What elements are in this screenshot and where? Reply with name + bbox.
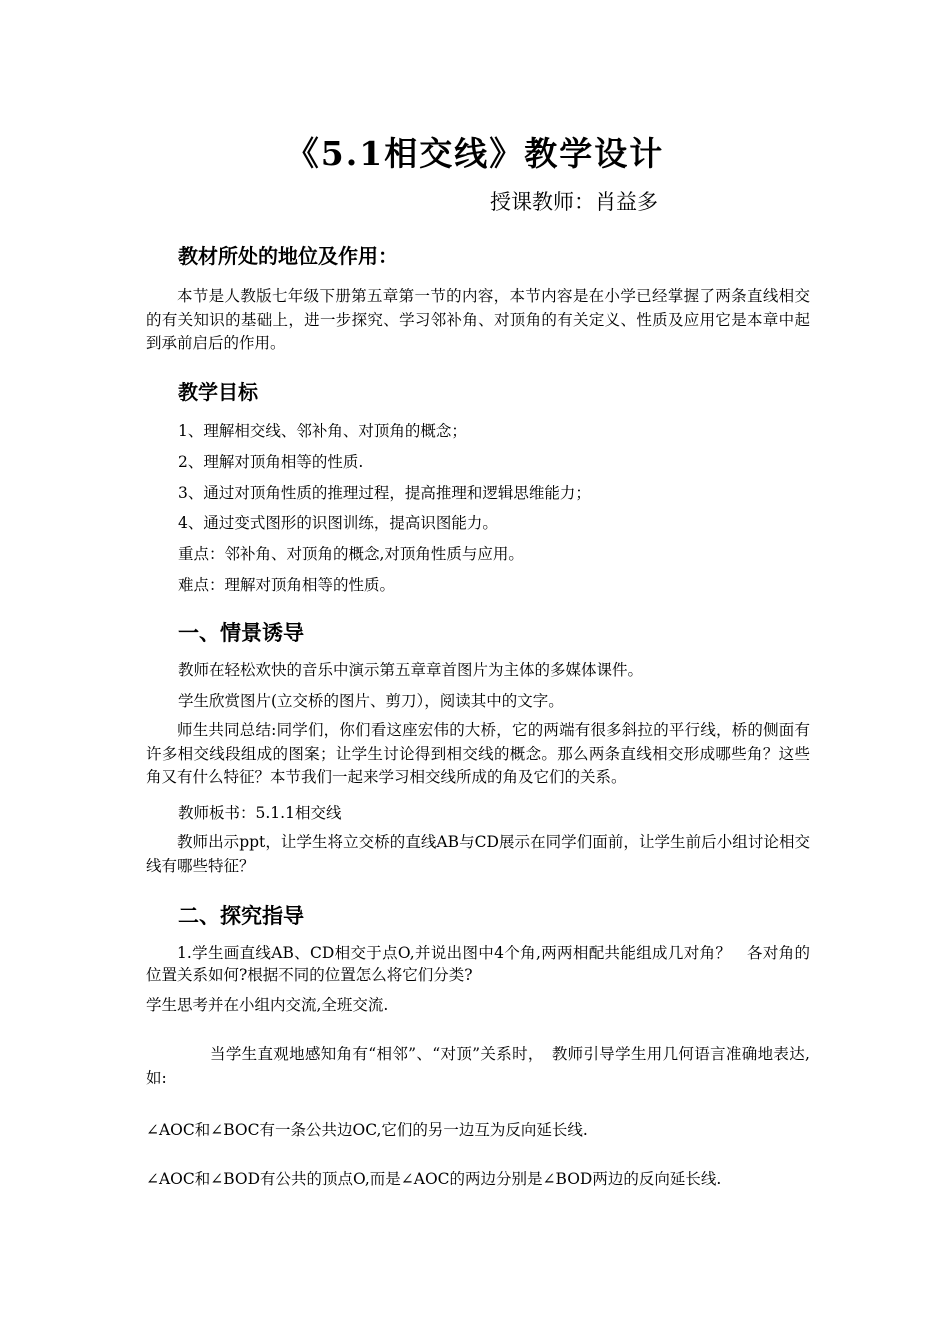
objective-item: 1、理解相交线、邻补角、对顶角的概念； [178,422,467,440]
scene-paragraph: 学生欣赏图片(立交桥的图片、剪刀），阅读其中的文字。 [178,692,564,710]
objective-item: 2、理解对顶角相等的性质. [178,453,364,471]
section-heading-explore: 二、探究指导 [178,904,304,928]
objective-item: 4、通过变式图形的识图训练，提高识图能力。 [178,514,498,532]
scene-paragraph: 教师在轻松欢快的音乐中演示第五章章首图片为主体的多媒体课件。 [178,661,644,679]
key-point: 重点：邻补角、对顶角的概念,对顶角性质与应用。 [178,545,524,563]
difficult-point: 难点：理解对顶角相等的性质。 [178,576,396,594]
document-title: 《5.1相交线》教学设计 [285,134,665,173]
section-heading-scene: 一、情景诱导 [178,621,304,645]
explore-paragraph: 学生思考并在小组内交流,全班交流. [146,996,389,1014]
objective-item: 3、通过对顶角性质的推理过程，提高推理和逻辑思维能力； [178,484,591,502]
section-heading-objectives: 教学目标 [178,380,258,404]
position-paragraph: 本节是人教版七年级下册第五章第一节的内容，本节内容是在小学已经掌握了两条直线相交的有关知识的基础上，进一步探究、学习邻补角、对顶角的有关定义、性质及应用它是本章中起到承前启后的作用。 [146,287,810,352]
explore-paragraph: 当学生直观地感知角有“相邻”、“对顶”关系时， 教师引导学生用几何语言准确地表达,如: [146,1045,810,1087]
board-writing: 教师板书：5.1.1相交线 [178,804,342,822]
angle-relation-statement: ∠AOC和∠BOD有公共的顶点O,而是∠AOC的两边分别是∠BOD两边的反向延长线. [146,1170,722,1188]
scene-ppt-paragraph: 教师出示ppt，让学生将立交桥的直线AB与CD展示在同学们面前，让学生前后小组讨论相交线有哪些特征？ [146,833,810,875]
angle-relation-statement: ∠AOC和∠BOC有一条公共边OC,它们的另一边互为反向延长线. [146,1121,588,1139]
teacher-name: 授课教师：肖益多 [490,190,658,214]
explore-question: 1.学生画直线AB、CD相交于点O,并说出图中4个角,两两相配共能组成几对角？ 各对角的位置关系如何?根据不同的位置怎么将它们分类? [146,944,810,984]
section-heading-position: 教材所处的地位及作用： [178,244,398,268]
scene-summary-paragraph: 师生共同总结:同学们，你们看这座宏伟的大桥，它的两端有很多斜拉的平行线，桥的侧面有许多相交线段组成的图案；让学生讨论得到相交线的概念。那么两条直线相交形成哪些角？这些角又有什么特征？本节我们一起来学习相交线所成的角及它们的关系。 [146,721,810,786]
